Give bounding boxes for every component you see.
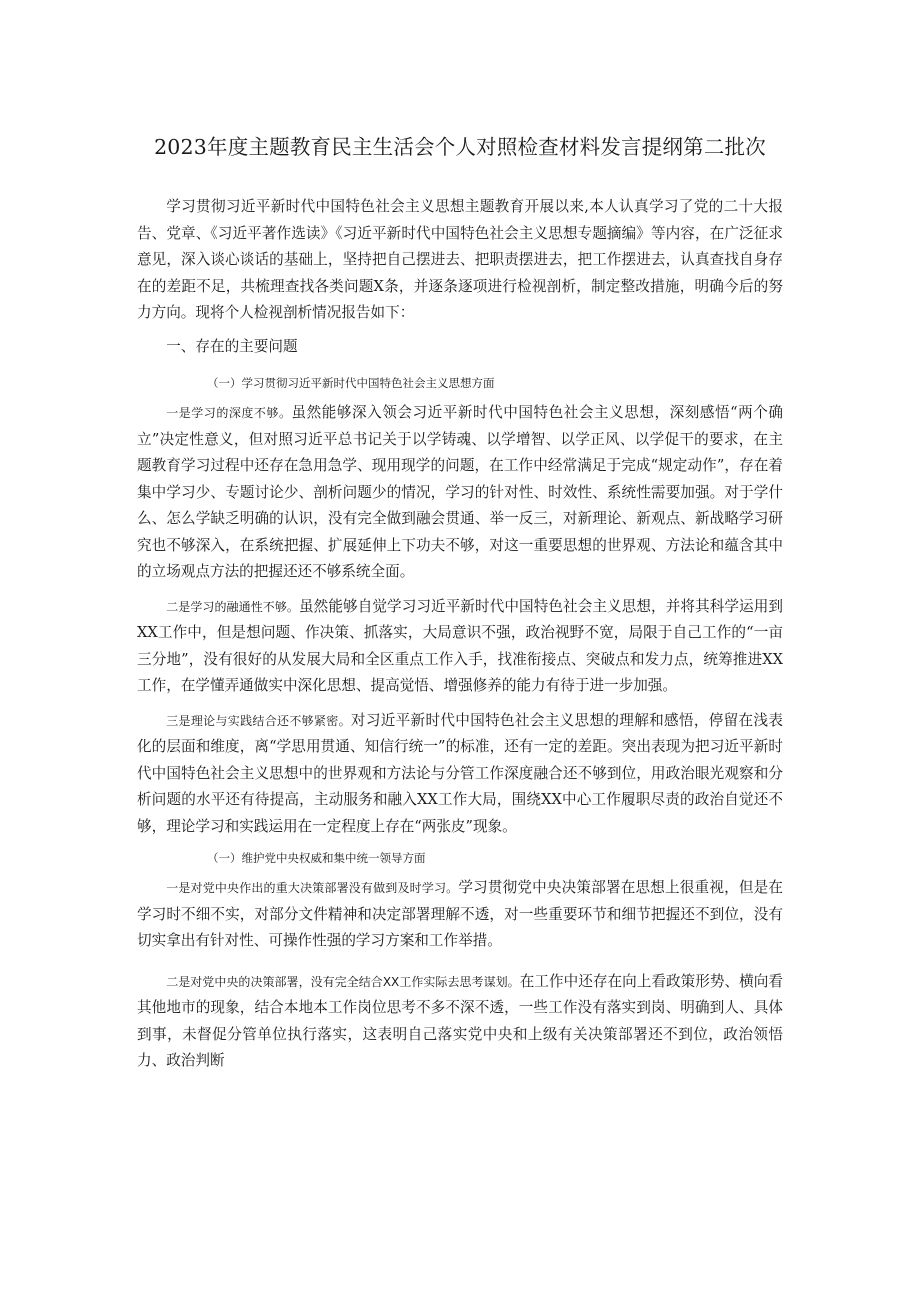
paragraph-4: [137, 875, 783, 955]
paragraph-2-lead: 二是学习的融通性不够。: [166, 599, 300, 614]
paragraph-5: [137, 969, 783, 1075]
intro-paragraph: 学习贯彻习近平新时代中国特色社会主义思想主题教育开展以来,本人认真学习了党的二十大报告、党章、《习近平著作选读》《习近平新时代中国特色社会主义思想专题摘编》等内容，在广泛征求意见，深入谈心谈话的基础上，坚持把自己摆进去、把职责摆进去，把工作摆进去，认真查找自身存在的差距不足，共梳理查找各类问题X条，并逐条逐项进行检视剖析，制定整改措施，明确今后的努力方向。现将个人检视剖析情况报告如下：: [137, 198, 783, 321]
paragraph-3-lead: 三是理论与实践结合还不够紧密。: [166, 713, 351, 728]
paragraph-5-lead: 二是对党中央的决策部署，没有完全结合XX工作实际去思考谋划。: [166, 974, 520, 989]
paragraph-2-body: 虽然能够自觉学习习近平新时代中国特色社会主义思想，并将其科学运用到XX工作中，但是想问题、作决策、抓落实，大局意识不强，政治视野不宽，局限于自己工作的“一亩三分地”，没有很好的从发展大局和全区重点工作入手，找准衔接点、突破点和发力点，统筹推进XX工作，在学懂弄通做实中深化思想、提高觉悟、增强修养的能力有待于进一步加强。: [137, 597, 783, 694]
section-heading-1: 一、存在的主要问题: [166, 337, 298, 355]
paragraph-3: [137, 708, 783, 841]
subsection-heading-2: （一）维护党中央权威和集中统一领导方面: [207, 851, 426, 865]
subsection-heading-1: （一）学习贯彻习近平新时代中国特色社会主义思想方面: [207, 376, 495, 390]
document-title: 2023年度主题教育民主生活会个人对照检查材料发言提纲第二批次: [154, 135, 766, 159]
paragraph-4-body: 学习贯彻党中央决策部署在思想上很重视，但是在学习时不细不实，对部分文件精神和决定部署理解不透，对一些重要环节和细节把握还不到位，没有切实拿出有针对性、可操作性强的学习方案和工作举措。: [137, 879, 783, 949]
paragraph-2: [137, 594, 783, 700]
paragraph-1-lead: 一是学习的深度不够。: [166, 406, 292, 420]
paragraph-1: [137, 400, 783, 586]
paragraph-1-body: 虽然能够深入领会习近平新时代中国特色社会主义思想，深刻感悟“两个确立”决定性意义，但对照习近平总书记关于以学铸魂、以学增智、以学正风、以学促干的要求，在主题教育学习过程中还存在急用急学、现用现学的问题，在工作中经常满足于完成“规定动作”，存在着集中学习少、专题讨论少、剖析问题少的情况，学习的针对性、时效性、系统性需要加强。对于学什么、怎么学缺乏明确的认识，没有完全做到融会贯通、举一反三，对新理论、新观点、新战略学习研究也不够深入，在系统把握、扩展延伸上下功夫不够，对这一重要思想的世界观、方法论和蕴含其中的立场观点方法的把握还还不够系统全面。: [137, 404, 783, 580]
paragraph-3-body: 对习近平新时代中国特色社会主义思想的理解和感悟，停留在浅表化的层面和维度，离“学思用贯通、知信行统一”的标准，还有一定的差距。突出表现为把习近平新时代中国特色社会主义思想中的世界观和方法论与分管工作深度融合还不够到位，用政治眼光观察和分析问题的水平还有待提高，主动服务和融入XX工作大局，围绕XX中心工作履职尽责的政治自觉还不够，理论学习和实践运用在一定程度上存在“两张皮”现象。: [137, 711, 783, 835]
paragraph-5-body: 在工作中还存在向上看政策形势、横向看其他地市的现象，结合本地本工作岗位思考不多不深不透，一些工作没有落实到岗、明确到人、具体到事，未督促分管单位执行落实，这表明自己落实党中央和上级有关决策部署还不到位，政治领悟力、政治判断: [137, 972, 783, 1069]
paragraph-4-lead: 一是对党中央作出的重大决策部署没有做到及时学习。: [166, 881, 459, 895]
